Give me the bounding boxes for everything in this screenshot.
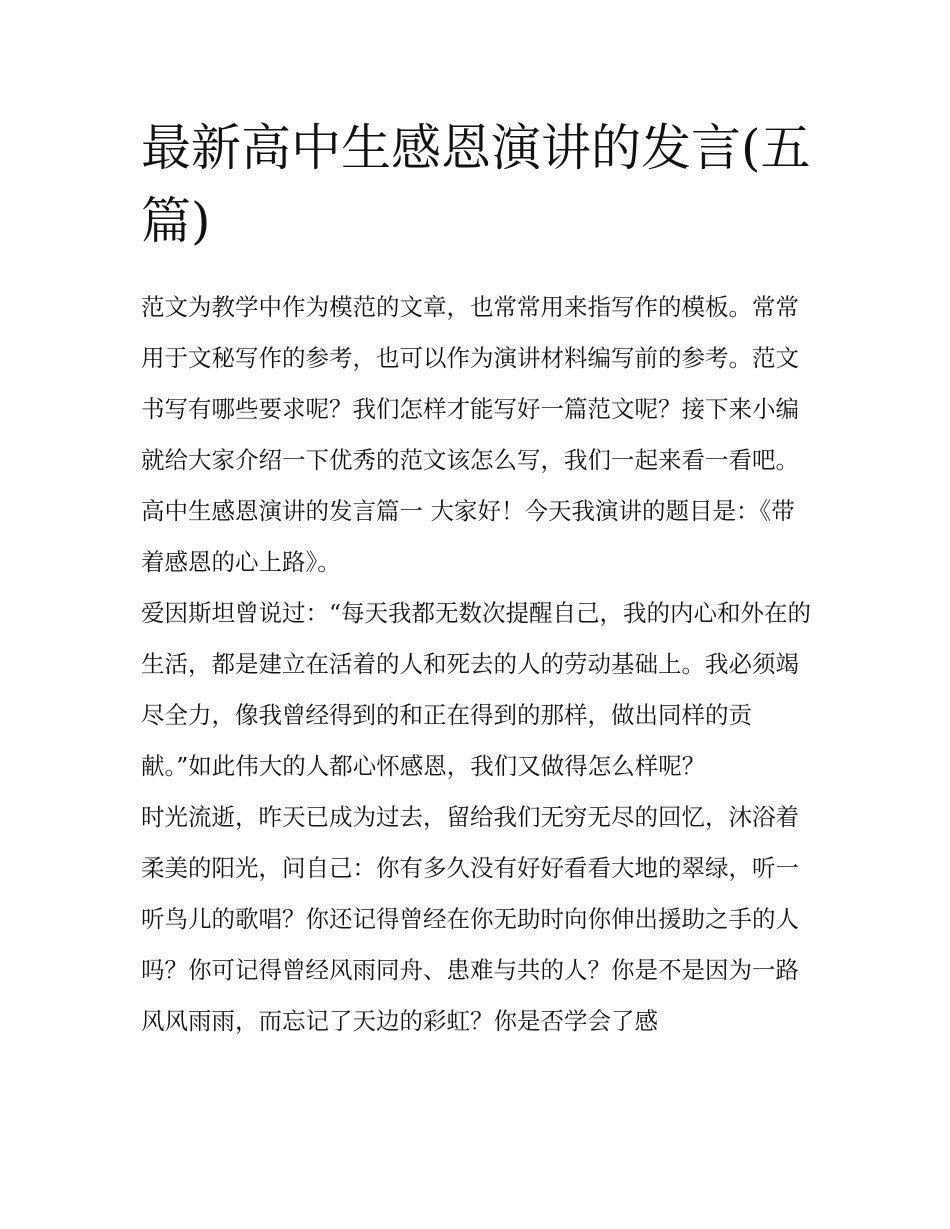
intro-paragraph: 范文为教学中作为模范的文章，也常常用来指写作的模板。常常用于文秘写作的参考，也可以作为演讲材料编写前的参考。范文书写有哪些要求呢？我们怎样才能写好一篇范文呢？接下来小编就给大家介绍一下优秀的范文该怎么写，我们一起来看一看吧。 [141, 293, 799, 474]
document-body [141, 282, 813, 1047]
reflection-paragraph: 时光流逝，昨天已成为过去，留给我们无穷无尽的回忆，沐浴着柔美的阳光，问自己：你有多久没有好好看看大地的翠绿，听一听鸟儿的歌唱？你还记得曾经在你无助时向你伸出援助之手的人吗？你可记得曾经风雨同舟、患难与共的人？你是不是因为一路风风雨雨，而忘记了天边的彩虹？你是否学会了感 [141, 803, 799, 1035]
document-title: 最新高中生感恩演讲的发言(五篇) [141, 119, 811, 250]
document-page [141, 112, 813, 1047]
einstein-quote-paragraph: 爱因斯坦曾说过：“每天我都无数次提醒自己，我的内心和外在的生活，都是建立在活着的人和死去的人的劳动基础上。我必须竭尽全力，像我曾经得到的和正在得到的那样，做出同样的贡献。”如此伟大的人都心怀感恩，我们又做得怎么样呢？ [141, 599, 812, 780]
speech-heading-paragraph: 高中生感恩演讲的发言篇一 大家好！今天我演讲的题目是：《带着感恩的心上路》。 [141, 497, 795, 576]
